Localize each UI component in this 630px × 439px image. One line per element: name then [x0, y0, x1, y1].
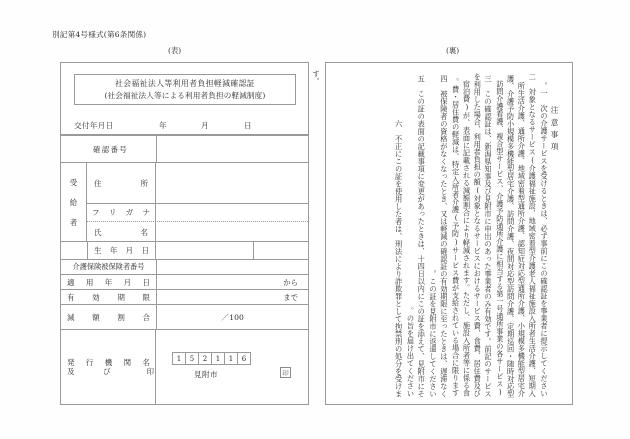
issuer-label-char-1: 発 — [67, 358, 75, 367]
issuer-code-digit: 1 — [211, 352, 225, 365]
note-item: 一 次の介護サービスを受けるときは、必ず事前にこの確認証を事業者に提示してください。 — [540, 82, 549, 397]
apply-date-row — [61, 275, 308, 290]
back-side-label: (裏) — [446, 46, 460, 55]
address-label-char-1: 住 — [94, 178, 102, 188]
reduction-rate-label-char-1: 減 — [67, 312, 75, 322]
reduction-rate-label — [61, 305, 156, 329]
recipient-label — [61, 163, 87, 241]
valid-until-row — [61, 290, 308, 305]
note-item: 五 この証の表面の記載事項に変更があったときは、十四日以内にこの証を添えて、見附市にその旨を届け出てください。 — [406, 74, 427, 397]
furigana-input[interactable] — [156, 204, 308, 221]
birthdate-label-char-3: 月 — [125, 246, 134, 255]
name-label-char-2: 名 — [140, 227, 148, 237]
apply-date-suffix[interactable]: から — [156, 275, 308, 289]
note-item: 三 この確認証は、新潟県知事及び見附市に申出のあった事業者のみ有効です。前記のサービスを利用した場合、利用者負担の額(対象となるサービスにおけるサービス費、食費、居住費及び宿泊費)が、表面に記載される減額割合により軽減されます。ただし、施設入所者等に係る食費・居住費の軽減は、特定入所者介護(予防)サービス費が支給されている場合に限ります。 — [451, 72, 494, 397]
note-item: 六 不正にこの証を使用した者は、刑法により詐欺罪として拘禁刑の処分を受けま — [394, 119, 404, 397]
insurance-number-input[interactable] — [156, 260, 308, 274]
furigana-label-char-3: ガ — [125, 208, 134, 217]
insurance-number-label: 介護保険被保険者番号 — [72, 262, 145, 271]
issue-date-year-unit: 年 — [159, 121, 167, 130]
form-code-label: 別記第4号様式(第6条関係) — [52, 30, 147, 39]
certificate-title-box — [74, 74, 296, 105]
confirmation-number-input[interactable] — [156, 136, 308, 162]
issuer-label-char-4: 関 — [123, 358, 132, 367]
reduction-rate-label-char-2: 額 — [92, 312, 100, 322]
name-input[interactable] — [156, 222, 308, 242]
note-item: 四 被保険者の資格がなくなったとき、又は軽減の確認証の有効期限に至ったときは、遅滞なくこの証を見附市に返還してください。 — [429, 74, 449, 397]
address-label-char-2: 所 — [140, 178, 148, 188]
reduction-rate-slash: ／ — [221, 312, 230, 322]
issue-date-label: 交付年月日 — [74, 121, 114, 130]
birthdate-secondary-input[interactable] — [254, 242, 308, 259]
issuer-city-name: 見附市 — [194, 370, 218, 379]
issuer-code-digit: 1 — [224, 352, 238, 365]
seal-stamp-icon: 印 — [280, 367, 291, 378]
issue-date-month-unit: 月 — [201, 121, 209, 130]
valid-until-label-char-4: 限 — [142, 292, 150, 302]
apply-date-label-char-4: 月 — [123, 277, 132, 287]
confirmation-number-label: 確認番号 — [92, 144, 129, 154]
issuer-code-digit: 6 — [237, 352, 251, 365]
furigana-label-char-4: ナ — [142, 208, 150, 217]
front-side-label: (表) — [168, 46, 182, 55]
reduction-rate-label-char-4: 合 — [142, 312, 150, 322]
birthdate-left-spacer — [61, 242, 87, 259]
certificate-subtitle: (社会福祉法人等による利用者負担の軽減制度) — [104, 91, 266, 100]
valid-until-suffix[interactable]: まで — [156, 290, 308, 304]
note-overflow-text: す。 — [312, 70, 321, 85]
issue-date-row — [61, 116, 308, 135]
note-item: 二 対象となるサービス(介護福祉施設、地域密着型介護老人福祉施設入所者生活介護、短期入所生活介護、通所介護、地域密着型通所介護、認知症対応型通所介護、小規模多機能型居宅介護、介護予防小規模多機能型居宅介護、訪問介護、夜間対応型訪問介護、定期巡回・随時対応型訪問介護看護、複合型サービス、介護予防通所介護に相当する第一号通所事業の各サービス) — [495, 72, 538, 397]
issuer-label-char-3: 機 — [104, 358, 113, 367]
reduction-rate-denominator: 100 — [229, 312, 244, 322]
name-label — [87, 222, 156, 242]
address-input[interactable] — [156, 163, 308, 203]
front-card — [60, 62, 309, 405]
insurance-number-row — [61, 260, 308, 275]
recipient-label-char-2: 給 — [69, 197, 78, 207]
apply-date-label-char-2: 用 — [85, 277, 94, 287]
apply-date-label-char-1: 適 — [67, 277, 75, 287]
furigana-label — [87, 204, 156, 221]
issuer-row — [61, 330, 308, 405]
issuer-label-char-5: 名 — [142, 358, 150, 367]
name-row — [87, 222, 308, 242]
apply-date-label-char-3: 年 — [104, 277, 113, 287]
issuer-body — [156, 330, 308, 405]
apply-date-label-char-5: 日 — [142, 277, 150, 287]
valid-until-label-char-2: 効 — [92, 292, 100, 302]
furigana-label-char-2: リ — [108, 208, 117, 217]
birthdate-label-char-1: 生 — [94, 246, 102, 255]
reduction-rate-input[interactable] — [156, 305, 308, 329]
issuer-code-digit: 1 — [172, 352, 186, 365]
valid-until-label-char-3: 期 — [117, 292, 125, 302]
issuer-code-digits — [173, 352, 251, 365]
issuer-label — [61, 330, 156, 405]
furigana-row — [87, 204, 308, 222]
birthdate-label — [87, 242, 156, 259]
address-label — [87, 163, 156, 203]
recipient-label-char-1: 受 — [69, 177, 78, 187]
issuer-label-char-2: 行 — [85, 358, 94, 367]
issuer-code-digit: 2 — [198, 352, 212, 365]
apply-date-label — [61, 275, 156, 289]
certificate-title: 社会福祉法人等利用者負担軽減確認証 — [114, 79, 256, 88]
issuer-label-char-7: び — [103, 367, 111, 376]
birthdate-label-char-4: 日 — [141, 246, 149, 255]
issuer-label-char-8: 印 — [146, 367, 154, 376]
notes-heading: 注意事項 — [550, 105, 559, 154]
name-label-char-1: 氏 — [94, 227, 102, 237]
issuer-code-digit: 5 — [185, 352, 199, 365]
recipient-label-char-3: 者 — [69, 217, 78, 227]
recipient-block — [61, 163, 308, 242]
issue-date-day-unit: 日 — [244, 121, 252, 130]
valid-until-label — [61, 290, 156, 304]
back-card — [325, 62, 573, 405]
birthdate-input[interactable] — [156, 242, 254, 259]
furigana-label-char-1: フ — [92, 208, 100, 217]
address-row — [87, 163, 308, 204]
birthdate-row — [61, 242, 308, 260]
issuer-label-line-2: 及 び 印 — [67, 367, 154, 376]
reduction-rate-row — [61, 305, 308, 330]
reduction-rate-label-char-3: 割 — [117, 312, 125, 322]
valid-until-label-char-1: 有 — [67, 292, 75, 302]
confirmation-number-row — [61, 135, 308, 163]
birthdate-label-char-2: 年 — [109, 246, 118, 255]
